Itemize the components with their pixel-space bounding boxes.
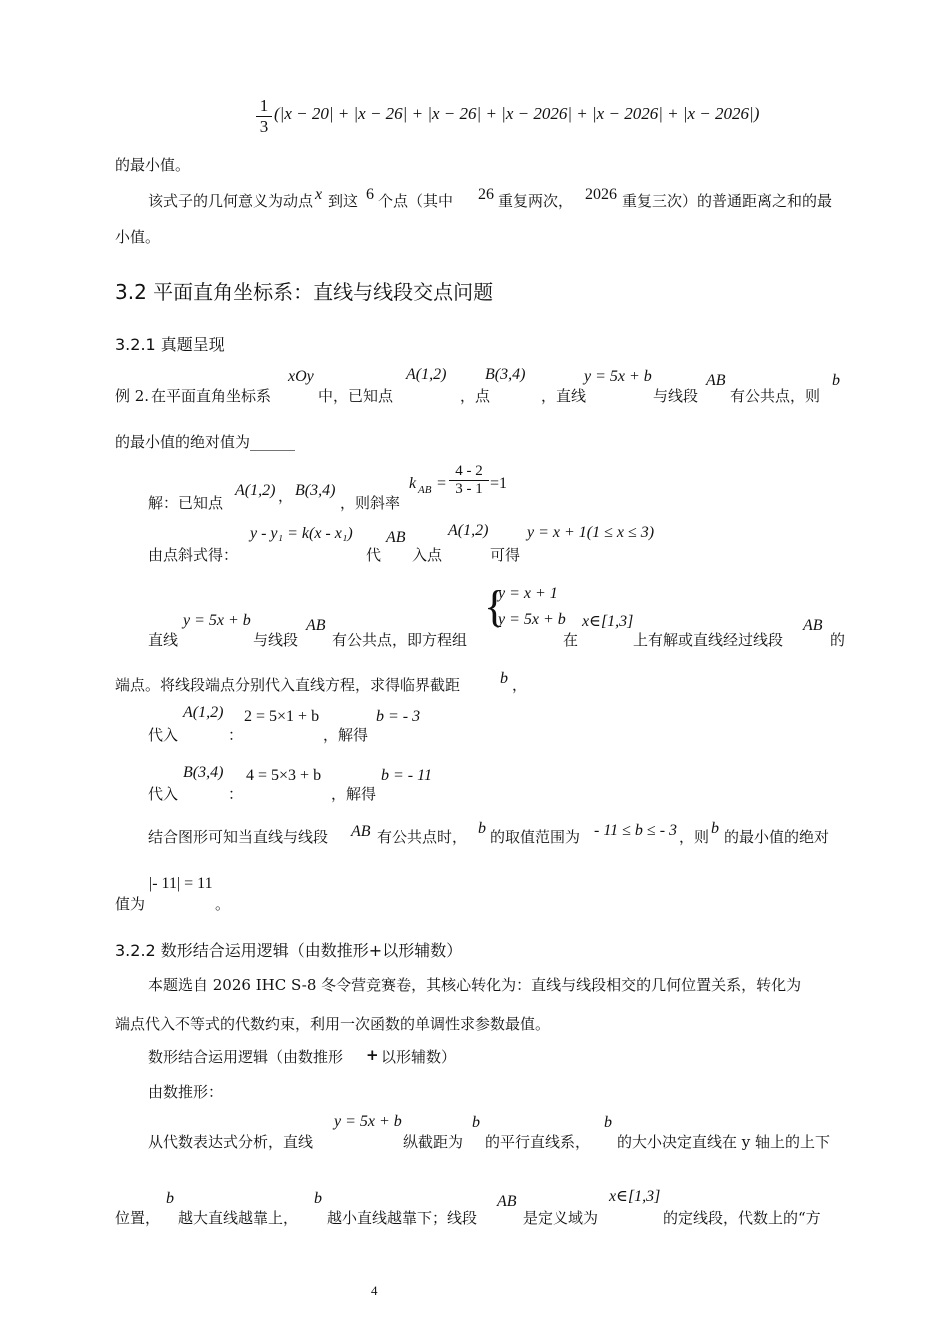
math-point-a: A(1,2) — [448, 522, 489, 539]
text: 小值。 — [115, 228, 161, 246]
subsection-heading-1: 3.2.1 真题呈现 — [115, 335, 225, 354]
math-point-a: A(1,2) — [235, 482, 276, 499]
math-ab: AB — [351, 823, 371, 840]
text: 从代数表达式分析，直线 — [148, 1133, 314, 1151]
formula-fraction — [256, 96, 272, 137]
text: 与线段 — [653, 387, 699, 405]
text: ： — [228, 785, 244, 803]
math-ab: AB — [803, 617, 823, 634]
text: ，直线 — [541, 387, 587, 405]
text: 。 — [215, 895, 231, 913]
text: 该式子的几何意义为动点 — [148, 192, 314, 210]
math-line-ab: y = x + 1(1 ≤ x ≤ 3) — [527, 524, 655, 541]
text: ，解得 — [331, 785, 377, 803]
fraction-denominator: 3 — [256, 116, 272, 137]
paragraph-min-value: 的最小值。 — [115, 156, 191, 174]
math-equation: 4 = 5×3 + b — [246, 767, 322, 784]
text: 到这 — [328, 192, 359, 210]
text: 由点斜式得： — [148, 546, 239, 564]
text: 结合图形可知当直线与线段 — [148, 828, 329, 846]
text: 的取值范围为 — [490, 828, 581, 846]
math-result: b = - 11 — [381, 767, 432, 784]
section-heading: 3.2 平面直角坐标系：直线与线段交点问题 — [115, 280, 494, 304]
math-result: =1 — [490, 475, 508, 492]
text: ， — [278, 487, 294, 505]
text: 的最小值的绝对 — [724, 828, 830, 846]
text: 重复两次， — [498, 192, 574, 210]
slope-fraction — [449, 463, 489, 498]
text: 中，已知点 — [318, 387, 394, 405]
math-system-eq1: y = x + 1 — [498, 585, 558, 602]
text: 以形辅数） — [381, 1048, 457, 1066]
text: ，则 — [679, 828, 710, 846]
math-equals: = — [437, 475, 447, 492]
math-domain: x∈[1,3] — [609, 1188, 661, 1205]
math-b: b — [832, 372, 840, 389]
math-system-eq2: y = 5x + b — [498, 611, 566, 628]
text: 的最小值的绝对值为______ — [115, 433, 296, 451]
text: 是定义域为 — [523, 1209, 599, 1227]
text: 纵截距为 — [403, 1133, 464, 1151]
text: 入点 — [412, 546, 443, 564]
math-point-a: A(1,2) — [183, 704, 224, 721]
math-line: y = 5x + b — [334, 1113, 402, 1130]
subsection-heading-2: 3.2.2 数形结合运用逻辑（由数推形+以形辅数） — [115, 941, 463, 960]
math-ab: AB — [706, 372, 726, 389]
math-absolute-value: |- 11| = 11 — [149, 875, 213, 892]
math-result: b = - 3 — [376, 708, 421, 725]
formula-body: (|x − 20| + |x − 26| + |x − 26| + |x − 2026| + |x − 2026| + |x − 2026|) — [274, 104, 760, 123]
plus-sign: + — [366, 1046, 379, 1064]
text: 代 — [366, 546, 382, 564]
math-ab: AB — [306, 617, 326, 634]
text: 位置， — [115, 1209, 161, 1227]
math-point-slope-formula: y - y₁ = k(x - x₁) — [250, 525, 353, 542]
page-number: 4 — [371, 1283, 378, 1298]
math-ab: AB — [497, 1193, 517, 1210]
text: 重复三次）的普通距离之和的最 — [622, 192, 833, 210]
text: 直线 — [148, 631, 179, 649]
text: 在 — [563, 631, 579, 649]
math-equation: 2 = 5×1 + b — [244, 708, 320, 725]
text: ，解得 — [323, 726, 369, 744]
system-brace: { — [484, 582, 506, 631]
text: 端点代入不等式的代数约束，利用一次函数的单调性求参数最值。 — [115, 1015, 551, 1033]
fraction-numerator: 4 - 2 — [455, 463, 483, 479]
math-xoy: xOy — [288, 368, 314, 385]
text: 的大小决定直线在 y 轴上的上下 — [617, 1133, 831, 1151]
math-b: b — [478, 820, 486, 837]
paragraph-num-to-shape: 由数推形： — [148, 1083, 224, 1101]
text: ： — [228, 726, 244, 744]
math-b: b — [166, 1190, 174, 1207]
math-b: b — [314, 1190, 322, 1207]
text: 上有解或直线经过线段 — [633, 631, 784, 649]
math-b: b — [500, 670, 508, 687]
math-point-a: A(1,2) — [406, 366, 447, 383]
math-k-subscript: AB — [418, 484, 432, 496]
text: 越大直线越靠上， — [178, 1209, 299, 1227]
example-label: 例 2. — [115, 387, 150, 405]
math-point-b: B(3,4) — [295, 482, 336, 499]
math-domain: x∈[1,3] — [582, 613, 634, 630]
text: 的定线段，代数上的“方 — [663, 1209, 821, 1227]
text: 有公共点时， — [377, 828, 468, 846]
math-line: y = 5x + b — [584, 368, 652, 385]
text: 本题选自 2026 IHC S-8 冬令营竞赛卷，其核心转化为：直线与线段相交的几何位置关系，转化为 — [148, 976, 802, 994]
text: ， — [512, 676, 528, 694]
text: 端点。将线段端点分别代入直线方程，求得临界截距 — [115, 676, 461, 694]
math-line: y = 5x + b — [183, 612, 251, 629]
text: 与线段 — [253, 631, 299, 649]
text: 代入 — [148, 785, 179, 803]
math-range: - 11 ≤ b ≤ - 3 — [594, 822, 678, 839]
text: 的 — [830, 631, 846, 649]
text: 代入 — [148, 726, 179, 744]
math-2026: 2026 — [585, 186, 617, 203]
math-b: b — [711, 820, 719, 837]
fraction-numerator: 1 — [259, 96, 269, 115]
text: 在平面直角坐标系 — [151, 387, 272, 405]
text: 可得 — [490, 546, 521, 564]
text: 解：已知点 — [148, 494, 224, 512]
text: 有公共点，则 — [730, 387, 821, 405]
text: 值为 — [115, 895, 146, 913]
text: 的平行直线系， — [485, 1133, 591, 1151]
text: 有公共点，即方程组 — [332, 631, 468, 649]
math-b: b — [604, 1114, 612, 1131]
text: 越小直线越靠下；线段 — [327, 1209, 478, 1227]
math-ab: AB — [386, 529, 406, 546]
math-b: b — [472, 1114, 480, 1131]
math-six: 6 — [366, 186, 374, 203]
text: ，点 — [460, 387, 491, 405]
fraction-denominator: 3 - 1 — [449, 480, 489, 498]
math-26: 26 — [478, 186, 494, 203]
text: ，则斜率 — [340, 494, 401, 512]
math-point-b: B(3,4) — [485, 366, 526, 383]
math-point-b: B(3,4) — [183, 764, 224, 781]
text: 个点（其中 — [378, 192, 454, 210]
math-k: k — [409, 475, 417, 492]
math-x: x — [315, 186, 323, 203]
text: 数形结合运用逻辑（由数推形 — [148, 1048, 344, 1066]
